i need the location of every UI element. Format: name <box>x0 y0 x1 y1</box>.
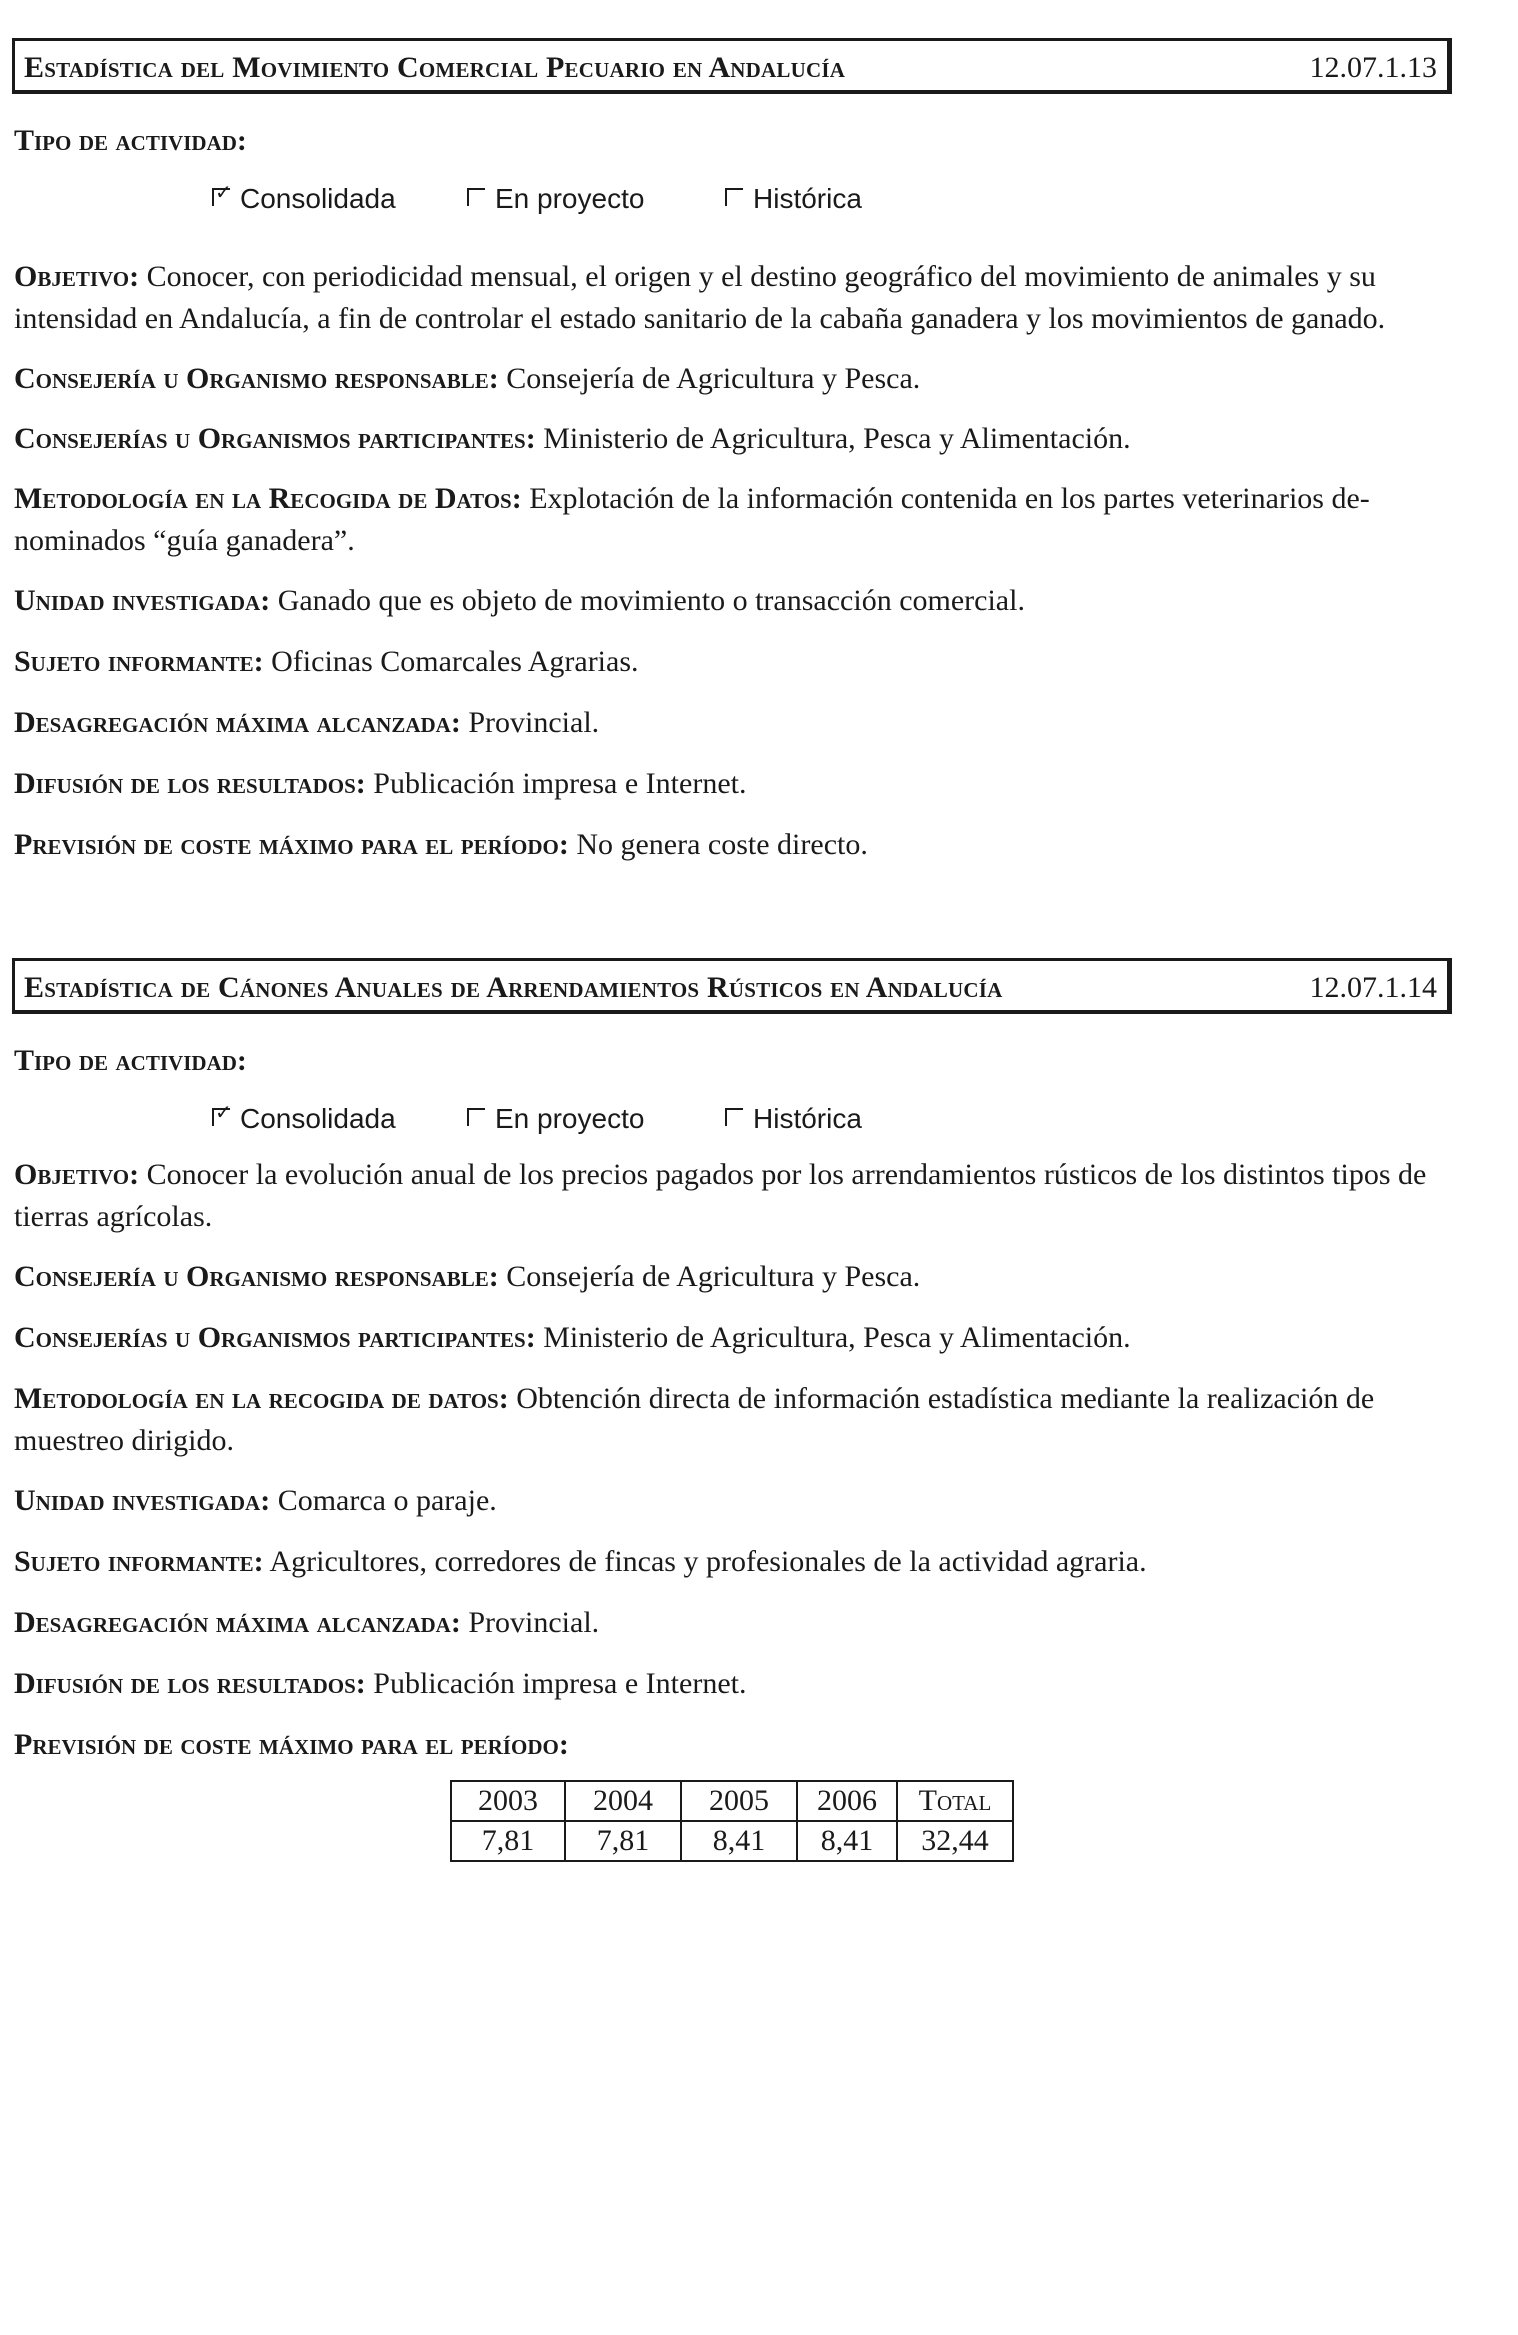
field-text: No genera coste directo. <box>568 828 868 861</box>
section-header <box>12 38 1452 94</box>
cost-value: 7,81 <box>451 1821 565 1861</box>
field-label: Previsión de coste máximo para el período: <box>14 1728 569 1761</box>
field-label: Desagregación máxima alcanzada: <box>14 706 461 739</box>
checkbox-box-icon <box>725 1108 743 1126</box>
field-text: Conocer la evolución anual de los precios pagados por los arrendamientos rústicos de los distintos tipos de tierras agrícolas. <box>14 1158 1427 1233</box>
cost-table-values-row <box>451 1821 1013 1861</box>
checkmark-icon: ✓ <box>215 1102 232 1124</box>
field-label: Difusión de los resultados: <box>14 767 366 800</box>
field-label: Previsión de coste máximo para el período: <box>14 828 569 861</box>
cost-year-header: 2005 <box>681 1781 797 1821</box>
field-unidad-investigada <box>14 580 1434 622</box>
cost-value: 8,41 <box>797 1821 897 1861</box>
field-prevision-coste <box>14 824 1434 866</box>
checkbox-box-icon <box>467 188 485 206</box>
checkbox-box-icon <box>212 1102 232 1126</box>
field-label: Sujeto informante: <box>14 645 264 678</box>
cost-table <box>450 1780 1014 1862</box>
field-label: Metodología en la Recogida de Datos: <box>14 482 522 515</box>
section-title: Estadística de Cánones Anuales de Arrendamientos Rústicos en Andalucía <box>24 971 1003 1004</box>
field-unidad-investigada <box>14 1480 1434 1522</box>
field-desagregacion <box>14 1602 1434 1644</box>
section-code: 12.07.1.14 <box>1309 971 1437 1004</box>
field-prevision-coste <box>14 1724 1434 1766</box>
field-text: Obtención directa de información estadística mediante la realización de muestreo dirigido. <box>14 1382 1375 1457</box>
checkbox-en-proyecto[interactable] <box>467 183 725 215</box>
field-label: Consejería u Organismo responsable: <box>14 1260 499 1293</box>
field-difusion <box>14 1663 1434 1705</box>
field-desagregacion <box>14 702 1434 744</box>
field-text: Provincial. <box>460 706 600 739</box>
checkbox-box-icon <box>725 188 743 206</box>
field-label: Unidad investigada: <box>14 584 271 617</box>
field-label: Objetivo: <box>14 260 140 293</box>
field-label: Sujeto informante: <box>14 1545 264 1578</box>
checkbox-label: Consolidada <box>240 183 396 214</box>
cost-year-header: 2003 <box>451 1781 565 1821</box>
activity-type-checkboxes <box>212 183 918 215</box>
field-label: Consejerías u Organismos participantes: <box>14 1321 536 1354</box>
checkbox-consolidada[interactable] <box>212 1103 467 1135</box>
field-text: Publicación impresa e Internet. <box>365 767 747 800</box>
field-text: Ministerio de Agricultura, Pesca y Alimentación. <box>535 422 1131 455</box>
field-text: Agricultores, corredores de fincas y profesionales de la actividad agraria. <box>263 1545 1147 1578</box>
field-sujeto-informante <box>14 641 1434 683</box>
field-organismos-participantes <box>14 418 1434 460</box>
field-objetivo <box>14 1154 1434 1238</box>
section-header <box>12 958 1452 1014</box>
field-label: Metodología en la recogida de datos: <box>14 1382 509 1415</box>
checkbox-historica[interactable] <box>725 183 862 215</box>
field-text: Conocer, con periodicidad mensual, el origen y el destino geográfico del movimiento de animales y su intensidad en Andalucía, a fin de controlar el estado sanitario de la cabaña ganadera y los movimientos de ganado. <box>14 260 1386 335</box>
field-objetivo <box>14 256 1434 340</box>
field-text: Consejería de Agricultura y Pesca. <box>498 1260 921 1293</box>
section-12-07-1-13 <box>12 38 1452 94</box>
field-text: Provincial. <box>460 1606 600 1639</box>
field-metodologia <box>14 478 1434 562</box>
checkbox-label: Histórica <box>753 1103 862 1134</box>
field-difusion <box>14 763 1434 805</box>
cost-total-value: 32,44 <box>897 1821 1013 1861</box>
field-organismos-participantes <box>14 1317 1434 1359</box>
field-label: Difusión de los resultados: <box>14 1667 366 1700</box>
checkbox-label: En proyecto <box>495 183 645 214</box>
cost-value: 7,81 <box>565 1821 681 1861</box>
field-text: Consejería de Agricultura y Pesca. <box>498 362 921 395</box>
checkbox-label: En proyecto <box>495 1103 645 1134</box>
field-organismo-responsable <box>14 358 1434 400</box>
cost-year-header: 2004 <box>565 1781 681 1821</box>
field-label: Objetivo: <box>14 1158 140 1191</box>
cost-year-header: 2006 <box>797 1781 897 1821</box>
tipo-actividad-label: Tipo de actividad: <box>14 1044 247 1077</box>
field-organismo-responsable <box>14 1256 1434 1298</box>
field-label: Consejerías u Organismos participantes: <box>14 422 536 455</box>
cost-total-header: Total <box>897 1781 1013 1821</box>
field-text: Oficinas Comarcales Agrarias. <box>263 645 639 678</box>
checkbox-historica[interactable] <box>725 1103 862 1135</box>
cost-table-header-row <box>451 1781 1013 1821</box>
field-text: Ganado que es objeto de movimiento o transacción comercial. <box>270 584 1025 617</box>
checkbox-box-icon <box>467 1108 485 1126</box>
section-title: Estadística del Movimiento Comercial Pecuario en Andalucía <box>24 51 846 84</box>
checkbox-en-proyecto[interactable] <box>467 1103 725 1135</box>
field-text: Explotación de la información contenida en los partes veterinarios de-nominados “guía ganadera”. <box>14 482 1370 557</box>
checkmark-icon: ✓ <box>215 182 232 204</box>
tipo-actividad-label: Tipo de actividad: <box>14 124 247 157</box>
section-12-07-1-14 <box>12 958 1452 1014</box>
field-sujeto-informante <box>14 1541 1434 1583</box>
activity-type-checkboxes <box>212 1103 918 1135</box>
section-code: 12.07.1.13 <box>1309 51 1437 84</box>
field-text: Ministerio de Agricultura, Pesca y Alimentación. <box>535 1321 1131 1354</box>
field-text: Publicación impresa e Internet. <box>365 1667 747 1700</box>
field-metodologia <box>14 1378 1434 1462</box>
field-label: Unidad investigada: <box>14 1484 271 1517</box>
cost-value: 8,41 <box>681 1821 797 1861</box>
checkbox-box-icon <box>212 182 232 206</box>
checkbox-label: Histórica <box>753 183 862 214</box>
field-label: Consejería u Organismo responsable: <box>14 362 499 395</box>
checkbox-consolidada[interactable] <box>212 183 467 215</box>
checkbox-label: Consolidada <box>240 1103 396 1134</box>
field-text: Comarca o paraje. <box>270 1484 497 1517</box>
field-label: Desagregación máxima alcanzada: <box>14 1606 461 1639</box>
